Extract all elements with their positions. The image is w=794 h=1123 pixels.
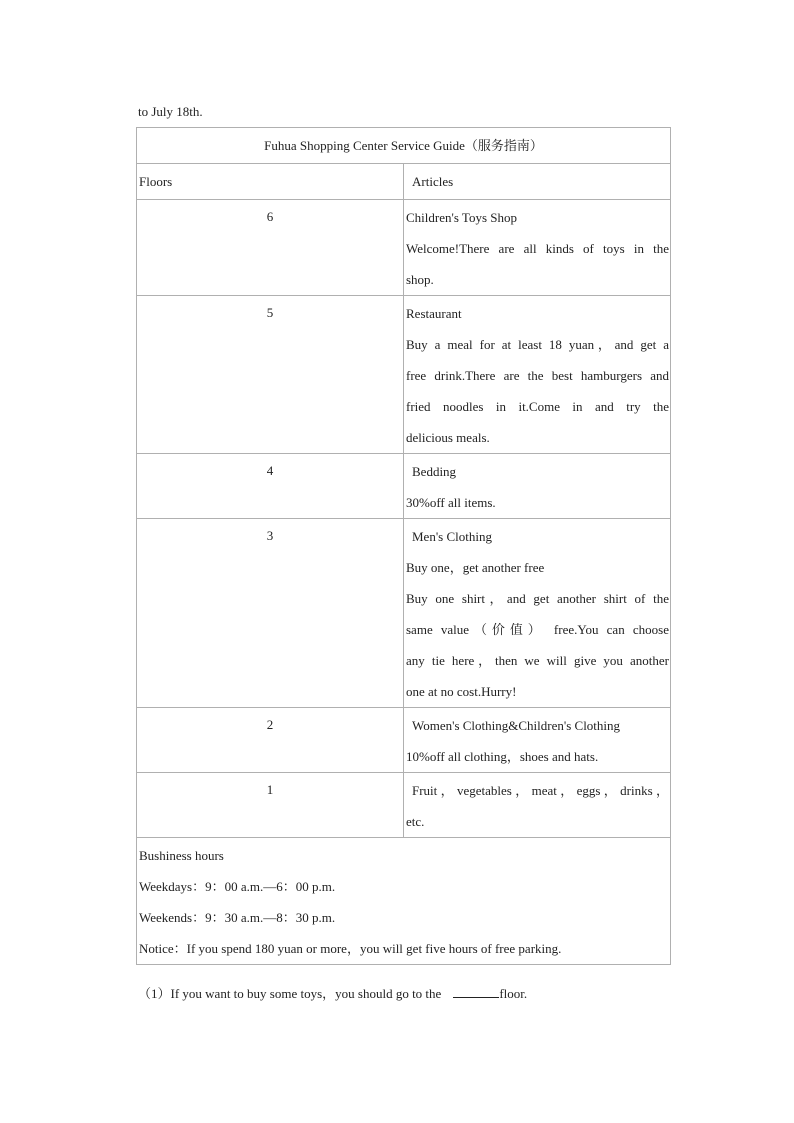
table-header-row bbox=[137, 164, 671, 200]
article-line: same value（价值） free.You can choose bbox=[406, 622, 669, 637]
floor-number: 3 bbox=[137, 519, 404, 708]
answer-blank[interactable] bbox=[453, 984, 499, 998]
article-line: one at no cost.Hurry! bbox=[406, 684, 517, 699]
article-line: fried noodles in it.Come in and try the bbox=[406, 399, 669, 414]
floor-number: 5 bbox=[137, 296, 404, 454]
floors-header: Floors bbox=[137, 164, 404, 200]
article-line: Buy one shirt，and get another shirt of the bbox=[406, 591, 669, 606]
articles-cell bbox=[404, 708, 671, 773]
article-line: delicious meals. bbox=[406, 430, 490, 445]
articles-cell bbox=[404, 773, 671, 838]
articles-cell bbox=[404, 519, 671, 708]
article-line: Welcome!There are all kinds of toys in the bbox=[406, 241, 669, 256]
articles-cell bbox=[404, 296, 671, 454]
article-line: Buy one，get another free bbox=[406, 560, 545, 575]
article-line: Restaurant bbox=[406, 306, 462, 321]
floor-number: 2 bbox=[137, 708, 404, 773]
article-line: etc. bbox=[406, 814, 425, 829]
article-line: Women's Clothing&Children's Clothing bbox=[412, 718, 621, 733]
hours-label: Bushiness hours bbox=[139, 848, 224, 863]
article-line: any tie here，then we will give you another bbox=[406, 653, 669, 668]
service-guide-table bbox=[136, 127, 671, 965]
table-row bbox=[137, 519, 671, 708]
article-line: Bedding bbox=[412, 464, 457, 479]
table-row bbox=[137, 454, 671, 519]
table-title-row bbox=[137, 128, 671, 164]
floor-number: 4 bbox=[137, 454, 404, 519]
articles-cell bbox=[404, 454, 671, 519]
article-line: Fruit，vegetables，meat，eggs，drinks， bbox=[412, 783, 669, 798]
question-1 bbox=[138, 984, 527, 1003]
article-line: Men's Clothing bbox=[412, 529, 492, 544]
table-title: Fuhua Shopping Center Service Guide（服务指南） bbox=[137, 128, 671, 164]
article-line: 30%off all items. bbox=[406, 495, 496, 510]
footer-row bbox=[137, 838, 671, 965]
article-line: shop. bbox=[406, 272, 434, 287]
question-suffix: floor. bbox=[499, 986, 528, 1001]
weekdays-hours: Weekdays：9：00 a.m.—6：00 p.m. bbox=[139, 879, 336, 894]
table-row bbox=[137, 708, 671, 773]
table-row bbox=[137, 773, 671, 838]
table-row bbox=[137, 200, 671, 296]
floor-number: 6 bbox=[137, 200, 404, 296]
articles-header: Articles bbox=[404, 164, 671, 200]
article-line: Children's Toys Shop bbox=[406, 210, 517, 225]
article-line: Buy a meal for at least 18 yuan，and get a bbox=[406, 337, 669, 352]
floor-number: 1 bbox=[137, 773, 404, 838]
table-row bbox=[137, 296, 671, 454]
article-line: 10%off all clothing，shoes and hats. bbox=[406, 749, 599, 764]
parking-notice: Notice：If you spend 180 yuan or more，you will get five hours of free parking. bbox=[139, 941, 562, 956]
intro-text: to July 18th. bbox=[138, 104, 203, 119]
question-text: （1）If you want to buy some toys，you should go to the bbox=[138, 986, 442, 1001]
weekends-hours: Weekends：9：30 a.m.—8：30 p.m. bbox=[139, 910, 336, 925]
business-hours-cell bbox=[137, 838, 671, 965]
articles-cell bbox=[404, 200, 671, 296]
article-line: free drink.There are the best hamburgers and bbox=[406, 368, 669, 383]
